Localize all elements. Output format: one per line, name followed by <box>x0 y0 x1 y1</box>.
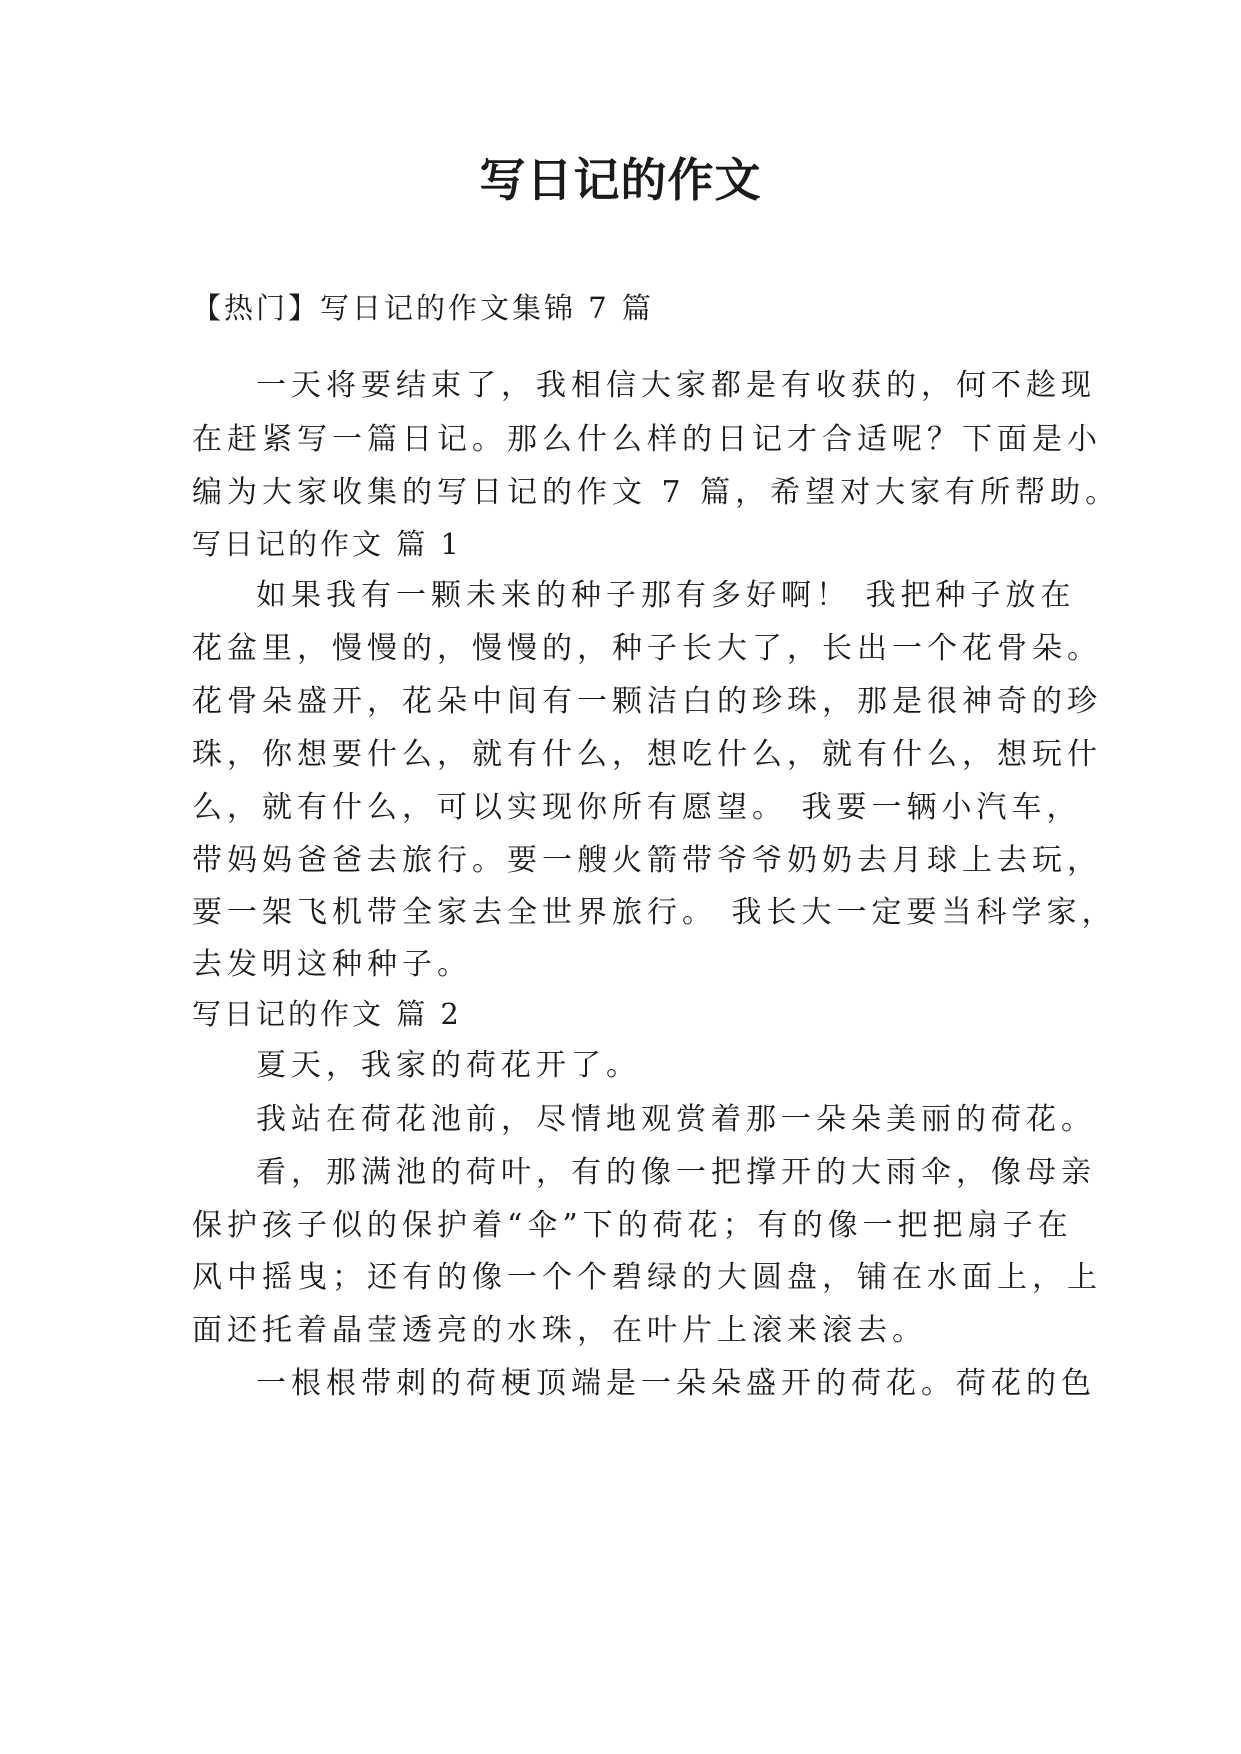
body-line: 我站在荷花池前，尽情地观赏着那一朵朵美丽的荷花。 <box>256 1102 1096 1137</box>
body-line: 看，那满池的荷叶，有的像一把撑开的大雨伞，像母亲 <box>256 1155 1096 1190</box>
body-line: 一根根带刺的荷梗顶端是一朵朵盛开的荷花。荷花的色 <box>256 1366 1096 1401</box>
intro-line: 在赶紧写一篇日记。那么什么样的日记才合适呢？下面是小 <box>192 422 1102 457</box>
section-heading: 写日记的作文 篇 2 <box>192 997 462 1031</box>
section-heading: 写日记的作文 篇 1 <box>192 527 462 561</box>
body-line: 么，就有什么，可以实现你所有愿望。 我要一辆小汽车， <box>192 790 1082 825</box>
body-line: 保护孩子似的保护着“伞”下的荷花；有的像一把把扇子在 <box>192 1208 1073 1243</box>
document-subtitle: 【热门】写日记的作文集锦 7 篇 <box>192 291 654 325</box>
body-line: 去发明这种种子。 <box>192 947 472 982</box>
body-line: 要一架飞机带全家去全世界旅行。 我长大一定要当科学家， <box>192 895 1117 930</box>
body-line: 带妈妈爸爸去旅行。要一艘火箭带爷爷奶奶去月球上去玩， <box>192 843 1102 878</box>
body-line: 花骨朵盛开，花朵中间有一颗洁白的珍珠，那是很神奇的珍 <box>192 684 1102 719</box>
body-line: 面还托着晶莹透亮的水珠，在叶片上滚来滚去。 <box>192 1313 927 1348</box>
body-line: 风中摇曳；还有的像一个个碧绿的大圆盘，铺在水面上，上 <box>192 1260 1102 1295</box>
intro-line: 编为大家收集的写日记的作文 7 篇，希望对大家有所帮助。 <box>192 475 1121 510</box>
body-line: 如果我有一颗未来的种子那有多好啊！ 我把种子放在 <box>256 578 1076 613</box>
intro-line: 一天将要结束了，我相信大家都是有收获的，何不趁现 <box>256 368 1096 403</box>
body-line: 夏天，我家的荷花开了。 <box>256 1048 641 1083</box>
document-title: 写日记的作文 <box>479 153 762 207</box>
body-line: 珠，你想要什么，就有什么，想吃什么，就有什么，想玩什 <box>192 737 1102 772</box>
body-line: 花盆里，慢慢的，慢慢的，种子长大了，长出一个花骨朵。 <box>192 631 1102 666</box>
